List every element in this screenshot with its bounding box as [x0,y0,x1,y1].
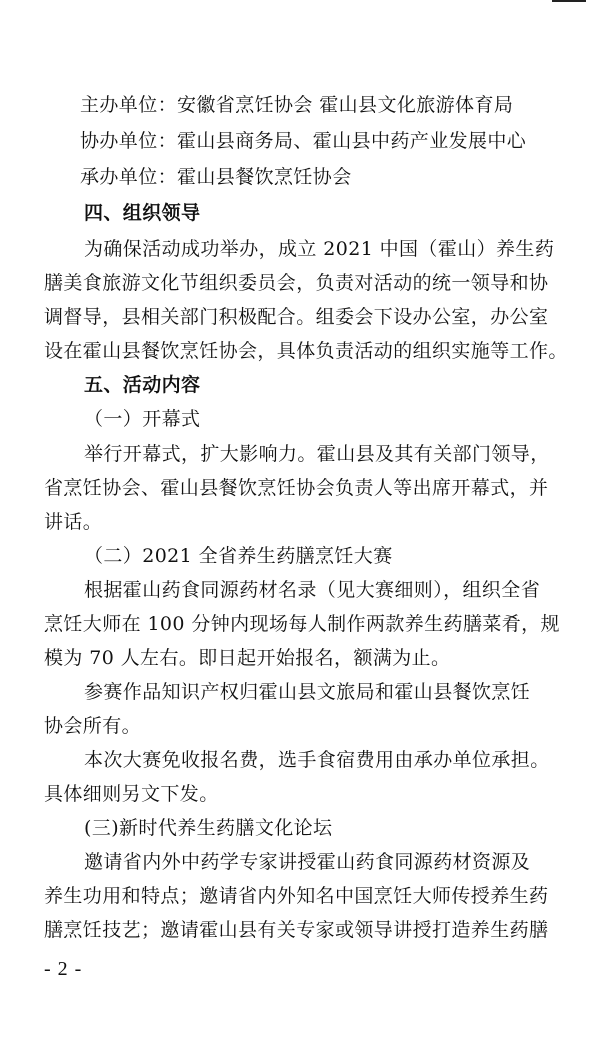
paragraph-line: 根据霍山药食同源药材名录（见大赛细则），组织全省 [84,579,541,601]
paragraph-line: 设在霍山县餐饮烹饪协会，具体负责活动的组织实施等工作。 [44,340,568,362]
subsection-heading-2: （二）2021 全省养生药膳烹饪大赛 [84,545,393,567]
paragraph-line: 养生功用和特点；邀请省内外知名中国烹饪大师传授养生药 [44,885,549,907]
paragraph-line: 协会所有。 [44,715,142,737]
top-edge-line [552,0,586,2]
host-line: 承办单位：霍山县餐饮烹饪协会 [80,166,352,188]
organizer-line: 主办单位：安徽省烹饪协会 霍山县文化旅游体育局 [80,94,514,116]
paragraph-line: 模为 70 人左右。即日起开始报名，额满为止。 [44,647,451,669]
paragraph-line: 本次大赛免收报名费，选手食宿费用由承办单位承担。 [84,749,550,771]
paragraph-line: 具体细则另文下发。 [44,783,219,805]
subsection-heading-1: （一）开幕式 [84,408,201,430]
paragraph-line: 讲话。 [44,511,103,533]
section-heading-4: 四、组织领导 [84,202,201,224]
paragraph-line: 省烹饪协会、霍山县餐饮烹饪协会负责人等出席开幕式，并 [44,477,549,499]
subsection-heading-3: (三)新时代养生药膳文化论坛 [84,817,333,839]
paragraph-line: 烹饪大师在 100 分钟内现场每人制作两款养生药膳菜肴，规 [44,613,560,635]
paragraph-line: 为确保活动成功举办，成立 2021 中国（霍山）养生药 [84,238,555,260]
page-number: - 2 - [44,958,83,980]
paragraph-line: 膳烹饪技艺；邀请霍山县有关专家或领导讲授打造养生药膳 [44,919,549,941]
paragraph-line: 调督导，县相关部门积极配合。组委会下设办公室，办公室 [44,306,549,328]
paragraph-line: 举行开幕式，扩大影响力。霍山县及其有关部门领导， [84,443,550,465]
paragraph-line: 邀请省内外中药学专家讲授霍山药食同源药材资源及 [84,851,531,873]
section-heading-5: 五、活动内容 [84,374,201,396]
paragraph-line: 膳美食旅游文化节组织委员会，负责对活动的统一领导和协 [44,272,549,294]
co-organizer-line: 协办单位：霍山县商务局、霍山县中药产业发展中心 [80,130,527,152]
paragraph-line: 参赛作品知识产权归霍山县文旅局和霍山县餐饮烹饪 [84,681,531,703]
